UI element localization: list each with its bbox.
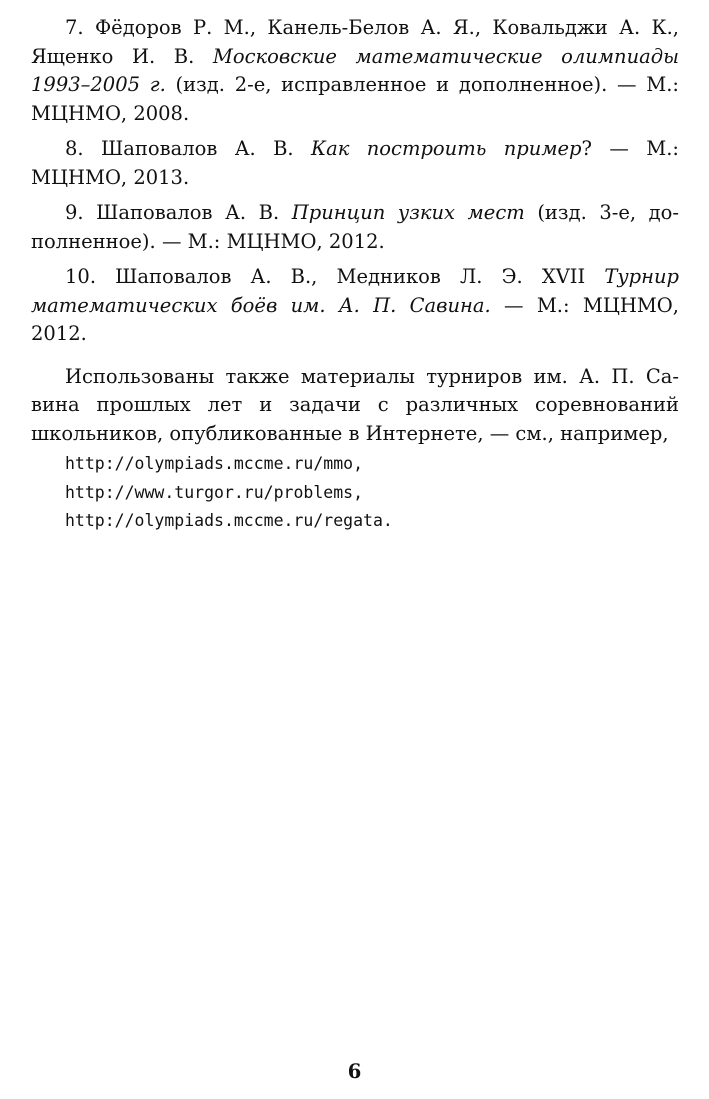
page-number: 6 xyxy=(347,1060,362,1083)
reference-9-title: Принцип узких мест xyxy=(291,201,525,224)
reference-8-authors: 8. Шаповалов А. В. xyxy=(65,137,311,160)
url-link[interactable]: http://www.turgor.ru/problems, xyxy=(65,482,364,502)
reference-10 xyxy=(31,263,679,349)
reference-9-authors: 9. Шаповалов А. В. xyxy=(65,201,292,224)
url-link[interactable]: http://olympiads.mccme.ru/mmo, xyxy=(65,454,364,473)
reference-7-authors: 7. Фёдоров Р. М., Канель-Белов А. Я., Ковальджи А. К., Ященко И. В. xyxy=(31,16,679,68)
url-link[interactable]: http://olympiads.mccme.ru/regata. xyxy=(65,511,393,530)
reference-7-details: (изд. 2-е, исправленное и дополненное). — М.: МЦНМО, 2008. xyxy=(31,73,679,125)
reference-10-title: Турнир математических боёв им. А. П. Савина. xyxy=(31,265,679,317)
url-list xyxy=(31,450,679,536)
reference-10-details: — М.: МЦНМО, 2012. xyxy=(31,293,679,345)
sources-note: Использованы также материалы турниров им. А. П. Савина прошлых лет и задачи с различных соревнований школьников, опубликованные в Интернете, — см., например, xyxy=(31,364,679,445)
reference-8 xyxy=(31,135,679,192)
page-content xyxy=(31,14,679,536)
reference-7 xyxy=(31,14,679,128)
reference-8-title: Как построить пример xyxy=(310,137,582,160)
reference-10-authors: 10. Шаповалов А. В., Медников Л. Э. XVII xyxy=(65,265,605,288)
reference-9 xyxy=(31,199,679,256)
reference-7-title: Московские математические олимпиады 1993–2005 г. xyxy=(31,44,679,96)
reference-8-details: ? — М.: МЦНМО, 2013. xyxy=(31,137,680,189)
reference-9-details: (изд. 3-е, дополненное). — М.: МЦНМО, 2012. xyxy=(31,201,679,253)
